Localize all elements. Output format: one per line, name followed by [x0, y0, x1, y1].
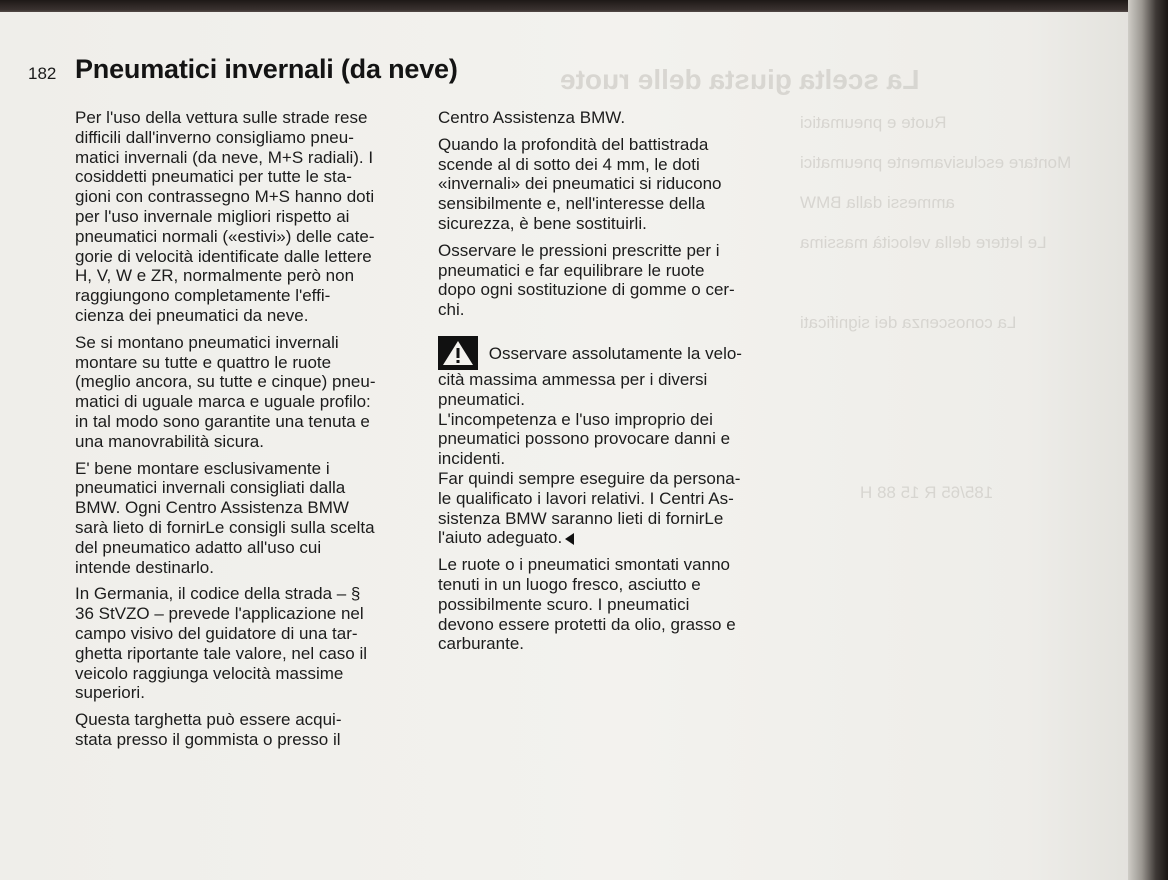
paragraph [438, 555, 790, 654]
show-through-text: La conoscenza dei significati [800, 313, 1017, 332]
text-line: sensibilmente e, nell'interesse della [438, 194, 705, 214]
text-line: L'incompetenza e l'uso improprio dei [438, 409, 713, 429]
text-line: Se si montano pneumatici invernali [75, 332, 339, 352]
show-through-text: Ruote e pneumatici [800, 113, 947, 132]
end-of-section-marker-icon [565, 533, 574, 545]
show-through-text: 185/65 R 15 88 H [860, 483, 994, 502]
text-line: In Germania, il codice della strada – § [75, 584, 361, 604]
paragraph [438, 108, 790, 128]
warning-last-text: l'aiuto adeguato. [438, 528, 563, 548]
text-line: montare su tutte e quattro le ruote [75, 352, 332, 372]
warning-triangle-icon [438, 336, 478, 370]
text-line: Questa targhetta può essere acqui- [75, 710, 342, 730]
text-line: Centro Assistenza BMW. [438, 108, 626, 127]
text-line: le qualificato i lavori relativi. I Centri As- [438, 488, 734, 508]
show-through-text: Le lettere della velocità massima [800, 233, 1047, 252]
text-line: Quando la profondità del battistrada [438, 134, 709, 154]
text-line: campo visivo del guidatore di una tar- [75, 623, 358, 643]
text-line: in tal modo sono garantite una tenuta e [75, 411, 370, 431]
paragraph [75, 459, 425, 578]
paragraph [75, 333, 425, 452]
show-through-text: Montare esclusivamente pneumatici [800, 153, 1072, 172]
text-line: Osservare le pressioni prescritte per i [438, 240, 720, 260]
text-line: (meglio ancora, su tutte e cinque) pneu- [75, 372, 376, 392]
left-text-column [75, 108, 425, 757]
text-line: devono essere protetti da olio, grasso e [438, 614, 736, 634]
text-line: pneumatici invernali consigliati dalla [75, 478, 346, 498]
text-line: incidenti. [438, 449, 506, 469]
text-line: chi. [438, 300, 465, 320]
page-number: 182 [28, 64, 57, 83]
text-line: pneumatici normali («estivi») delle cate- [75, 226, 375, 246]
paragraph [438, 135, 790, 234]
show-through-text: ammessi dalla BMW [800, 193, 955, 212]
text-line: sarà lieto di fornirLe consigli sulla scelta [75, 517, 375, 537]
text-line: stata presso il gommista o presso il [75, 729, 341, 749]
text-line: Le ruote o i pneumatici smontati vanno [438, 555, 731, 575]
text-line: gioni con contrassegno M+S hanno doti [75, 187, 375, 207]
text-line: scende al di sotto dei 4 mm, le doti [438, 154, 700, 174]
paragraph [75, 710, 425, 750]
text-line: cosiddetti pneumatici per tutte le sta- [75, 167, 352, 187]
text-line: dopo ogni sostituzione di gomme o cer- [438, 280, 735, 300]
text-line: sicurezza, è bene sostituirli. [438, 213, 647, 233]
text-line: Far quindi sempre eseguire da persona- [438, 468, 741, 488]
show-through-title: La scelta giusta delle ruote [560, 64, 920, 95]
warning-last-line [438, 528, 790, 548]
text-line: carburante. [438, 634, 524, 654]
text-line: veicolo raggiunga velocità massime [75, 663, 344, 683]
text-line: del pneumatico adatto all'uso cui [75, 537, 322, 557]
text-line: pneumatici e far equilibrare le ruote [438, 260, 705, 280]
text-line: per l'uso invernale migliori rispetto ai [75, 206, 350, 226]
page-title: Pneumatici invernali (da neve) [75, 54, 458, 84]
manual-page [0, 12, 1140, 880]
text-line: matici invernali (da neve, M+S radiali). I [75, 147, 374, 167]
warning-text [438, 370, 790, 528]
text-line: «invernali» dei pneumatici si riducono [438, 174, 722, 194]
paragraph [75, 108, 425, 326]
text-line: possibilmente scuro. I pneumatici [438, 594, 690, 614]
text-line: tenuti in un luogo fresco, asciutto e [438, 574, 701, 594]
warning-first-line: Osservare assolutamente la velo- [488, 343, 742, 363]
paragraph [75, 584, 425, 703]
text-line: cità massima ammessa per i diversi [438, 369, 708, 389]
text-line: intende destinarlo. [75, 557, 214, 577]
text-line: 36 StVZO – prevede l'applicazione nel [75, 604, 364, 624]
text-line: Per l'uso della vettura sulle strade rese [75, 108, 368, 127]
text-line: raggiungono completamente l'effi- [75, 286, 331, 306]
paragraph [438, 241, 790, 320]
book-binding-edge [1128, 0, 1168, 880]
right-text-column [438, 108, 790, 661]
text-line: ghetta riportante tale valore, nel caso il [75, 643, 368, 663]
text-line: H, V, W e ZR, normalmente però non [75, 266, 355, 286]
text-line: pneumatici. [438, 389, 525, 409]
text-line: gorie di velocità identificate dalle lettere [75, 246, 372, 266]
text-line: una manovrabilità sicura. [75, 431, 264, 451]
text-line: pneumatici possono provocare danni e [438, 429, 731, 449]
text-line: matici di uguale marca e uguale profilo: [75, 392, 371, 412]
text-line: sistenza BMW saranno lieti di fornirLe [438, 508, 724, 528]
text-line: E' bene montare esclusivamente i [75, 458, 330, 478]
text-line: difficili dall'inverno consigliamo pneu- [75, 127, 354, 147]
text-line: cienza dei pneumatici da neve. [75, 305, 309, 325]
warning-block [438, 334, 790, 548]
text-line: superiori. [75, 683, 145, 703]
text-line: BMW. Ogni Centro Assistenza BMW [75, 498, 349, 518]
